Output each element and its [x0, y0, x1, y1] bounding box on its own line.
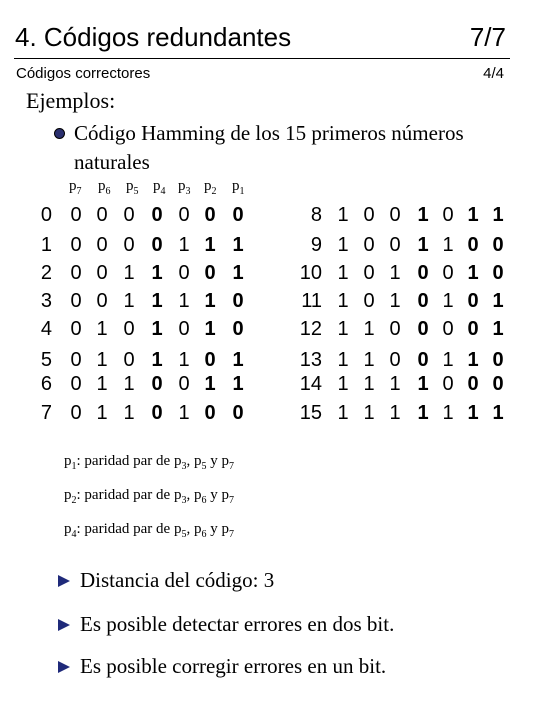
parity-rule-text: : paridad par de [76, 521, 174, 537]
parity-separator: y [206, 487, 222, 503]
covered-bit: $p_7$ [221, 487, 234, 506]
right-bit-cell: 0 [467, 318, 479, 340]
page-title: 4. Códigos redundantes [15, 22, 292, 52]
left-bit-cell: 0 [70, 204, 82, 226]
left-bit-cell: 0 [178, 318, 190, 340]
right-bit-cell: 1 [337, 290, 349, 312]
left-bit-cell: 1 [96, 402, 108, 424]
right-row-number: 14 [299, 373, 322, 395]
left-bit-cell: 1 [123, 373, 135, 395]
left-bit-cell: 1 [178, 290, 190, 312]
left-bit-cell: 0 [151, 204, 163, 226]
left-bit-cell: 0 [70, 373, 82, 395]
left-bit-cell: 1 [151, 262, 163, 284]
bit-header-sub: 3 [185, 186, 191, 197]
note-text: Distancia del código: 3 [80, 568, 275, 592]
parity-separator: y [206, 453, 222, 469]
covered-bit-sub: 7 [228, 461, 234, 472]
left-bit-cell: 0 [151, 373, 163, 395]
left-bit-cell: 1 [151, 318, 163, 340]
covered-bit-sub: 6 [201, 495, 207, 506]
left-row-number: 4 [40, 318, 52, 340]
arrow-bullet-icon [58, 575, 70, 587]
arrow-bullet-icon [58, 661, 70, 673]
left-bit-cell: 1 [232, 349, 244, 371]
right-bit-cell: 1 [337, 349, 349, 371]
left-row-number: 7 [40, 402, 52, 424]
right-bit-cell: 0 [363, 290, 375, 312]
left-bit-cell: 0 [232, 290, 244, 312]
parity-bit-sub: 4 [71, 529, 77, 540]
left-row-number: 5 [40, 349, 52, 371]
right-bit-cell: 0 [467, 373, 479, 395]
right-bit-cell: 1 [389, 402, 401, 424]
right-bit-cell: 0 [417, 349, 429, 371]
right-bit-cell: 0 [363, 204, 375, 226]
left-bit-cell: 0 [123, 204, 135, 226]
left-bit-cell: 0 [96, 204, 108, 226]
parity-bit-sub: 1 [71, 461, 77, 472]
right-bit-cell: 1 [467, 349, 479, 371]
arrow-bullet-icon [58, 619, 70, 631]
bit-header: $p_5$ [126, 178, 139, 197]
right-bit-cell: 1 [337, 262, 349, 284]
covered-bit-sub: 5 [181, 529, 187, 540]
right-bit-cell: 0 [417, 262, 429, 284]
parity-rule [64, 487, 234, 506]
section-subtitle: Códigos correctores [16, 65, 151, 82]
left-bit-cell: 1 [96, 318, 108, 340]
bit-header-sub: 1 [239, 186, 245, 197]
left-bit-cell: 1 [178, 234, 190, 256]
bit-header: $p_6$ [98, 178, 111, 197]
left-bit-cell: 0 [123, 234, 135, 256]
bit-header-sub: 5 [133, 186, 139, 197]
parity-rule [64, 521, 234, 540]
right-bit-cell: 0 [389, 204, 401, 226]
left-bit-cell: 0 [151, 234, 163, 256]
left-bit-cell: 1 [178, 349, 190, 371]
parity-bit-sub: 2 [71, 495, 77, 506]
left-bit-cell: 1 [204, 318, 216, 340]
left-bit-cell: 0 [96, 262, 108, 284]
right-bit-cell: 1 [389, 262, 401, 284]
covered-bit-sub: 3 [181, 461, 187, 472]
right-bit-cell: 0 [363, 262, 375, 284]
right-bit-cell: 1 [442, 234, 454, 256]
bullet-dot-icon [54, 128, 65, 139]
right-bit-cell: 0 [492, 373, 504, 395]
bit-header-sub: 7 [76, 186, 82, 197]
left-bit-cell: 0 [70, 262, 82, 284]
right-row-number: 13 [299, 349, 322, 371]
left-bit-cell: 0 [123, 318, 135, 340]
header-divider [14, 58, 510, 59]
right-bit-cell: 1 [492, 402, 504, 424]
parity-bit: $p_1$ [64, 453, 77, 472]
right-row-number: 15 [299, 402, 322, 424]
right-bit-cell: 0 [442, 318, 454, 340]
right-bit-cell: 1 [417, 234, 429, 256]
right-bit-cell: 0 [417, 318, 429, 340]
right-bit-cell: 1 [363, 373, 375, 395]
left-bit-cell: 1 [178, 402, 190, 424]
left-bit-cell: 0 [96, 234, 108, 256]
left-bit-cell: 0 [232, 402, 244, 424]
left-bit-cell: 1 [123, 402, 135, 424]
bit-header: $p_3$ [178, 178, 191, 197]
right-bit-cell: 1 [442, 290, 454, 312]
right-bit-cell: 1 [492, 290, 504, 312]
left-bit-cell: 0 [178, 373, 190, 395]
note-text: Es posible corregir errores en un bit. [80, 654, 387, 678]
left-bit-cell: 0 [204, 262, 216, 284]
covered-bit: $p_6$ [193, 521, 207, 540]
left-bit-cell: 1 [232, 262, 244, 284]
left-bit-cell: 0 [232, 318, 244, 340]
left-bit-cell: 1 [123, 290, 135, 312]
covered-bit-sub: 3 [181, 495, 187, 506]
right-bit-cell: 0 [442, 262, 454, 284]
left-row-number: 0 [40, 204, 52, 226]
covered-bit: $p_6$ [193, 487, 207, 506]
left-bit-cell: 1 [232, 234, 244, 256]
left-row-number: 3 [40, 290, 52, 312]
bullet-text: Código Hamming de los 15 primeros números naturales [74, 121, 464, 174]
bit-header-sub: 6 [105, 186, 111, 197]
left-row-number: 2 [40, 262, 52, 284]
parity-bit: $p_2$ [64, 487, 77, 506]
left-bit-cell: 0 [96, 290, 108, 312]
parity-rule [64, 453, 234, 472]
parity-separator: , [186, 453, 194, 469]
parity-rule-text: : paridad par de [76, 487, 174, 503]
left-bit-cell: 1 [96, 373, 108, 395]
bit-header: $p_2$ [204, 178, 217, 197]
right-bit-cell: 0 [389, 234, 401, 256]
right-bit-cell: 0 [492, 262, 504, 284]
left-bit-cell: 0 [151, 402, 163, 424]
right-bit-cell: 1 [417, 402, 429, 424]
left-bit-cell: 0 [70, 234, 82, 256]
right-bit-cell: 1 [389, 373, 401, 395]
right-bit-cell: 0 [492, 349, 504, 371]
left-bit-cell: 0 [70, 402, 82, 424]
left-bit-cell: 0 [232, 204, 244, 226]
right-row-number: 10 [299, 262, 322, 284]
left-row-number: 1 [40, 234, 52, 256]
right-bit-cell: 0 [389, 349, 401, 371]
left-bit-cell: 1 [204, 373, 216, 395]
covered-bit-sub: 5 [201, 461, 207, 472]
right-bit-cell: 1 [389, 290, 401, 312]
examples-heading: Ejemplos: [26, 88, 116, 113]
covered-bit: $p_3$ [173, 487, 187, 506]
parity-separator: y [206, 521, 222, 537]
left-bit-cell: 0 [70, 318, 82, 340]
parity-separator: , [186, 487, 194, 503]
right-bit-cell: 1 [467, 402, 479, 424]
right-bit-cell: 0 [467, 234, 479, 256]
right-bit-cell: 1 [442, 349, 454, 371]
right-row-number: 8 [310, 204, 322, 226]
right-row-number: 11 [301, 290, 322, 312]
note-text: Es posible detectar errores en dos bit. [80, 612, 395, 636]
right-row-number: 9 [310, 234, 322, 256]
slide-number: 7/7 [469, 22, 506, 52]
bit-header-sub: 2 [211, 186, 217, 197]
left-bit-cell: 0 [178, 262, 190, 284]
right-bit-cell: 1 [467, 204, 479, 226]
right-bit-cell: 1 [467, 262, 479, 284]
right-bit-cell: 1 [442, 402, 454, 424]
right-row-number: 12 [299, 318, 322, 340]
bit-header: $p_7$ [69, 178, 82, 197]
covered-bit-sub: 7 [228, 529, 234, 540]
right-bit-cell: 1 [417, 373, 429, 395]
covered-bit: $p_3$ [173, 453, 187, 472]
covered-bit: $p_7$ [221, 453, 234, 472]
right-bit-cell: 1 [337, 373, 349, 395]
right-bit-cell: 1 [363, 402, 375, 424]
left-bit-cell: 1 [123, 262, 135, 284]
right-bit-cell: 1 [492, 204, 504, 226]
right-bit-cell: 1 [363, 349, 375, 371]
right-bit-cell: 0 [467, 290, 479, 312]
bit-header-sub: 4 [160, 186, 166, 197]
left-bit-cell: 0 [178, 204, 190, 226]
covered-bit: $p_5$ [173, 521, 187, 540]
right-bit-cell: 1 [337, 318, 349, 340]
left-bit-cell: 0 [204, 402, 216, 424]
left-bit-cell: 0 [123, 349, 135, 371]
right-bit-cell: 1 [492, 318, 504, 340]
left-bit-cell: 1 [151, 349, 163, 371]
section-page-number: 4/4 [483, 65, 504, 82]
left-bit-cell: 1 [151, 290, 163, 312]
parity-rule-text: : paridad par de [76, 453, 174, 469]
left-bit-cell: 1 [96, 349, 108, 371]
bit-header: $p_1$ [232, 178, 245, 197]
right-bit-cell: 0 [417, 290, 429, 312]
parity-separator: , [186, 521, 194, 537]
right-bit-cell: 0 [442, 373, 454, 395]
right-bit-cell: 0 [492, 234, 504, 256]
right-bit-cell: 0 [389, 318, 401, 340]
left-bit-cell: 1 [232, 373, 244, 395]
right-bit-cell: 1 [417, 204, 429, 226]
covered-bit-sub: 7 [228, 495, 234, 506]
right-bit-cell: 1 [337, 234, 349, 256]
parity-bit: $p_4$ [64, 521, 77, 540]
right-bit-cell: 1 [337, 402, 349, 424]
left-bit-cell: 0 [70, 349, 82, 371]
left-row-number: 6 [40, 373, 52, 395]
bit-header: $p_4$ [153, 178, 166, 197]
left-bit-cell: 0 [204, 349, 216, 371]
left-bit-cell: 0 [204, 204, 216, 226]
right-bit-cell: 1 [363, 318, 375, 340]
right-bit-cell: 0 [442, 204, 454, 226]
left-bit-cell: 1 [204, 290, 216, 312]
covered-bit-sub: 6 [201, 529, 207, 540]
left-bit-cell: 0 [70, 290, 82, 312]
right-bit-cell: 0 [363, 234, 375, 256]
covered-bit: $p_7$ [221, 521, 234, 540]
covered-bit: $p_5$ [193, 453, 207, 472]
left-bit-cell: 1 [204, 234, 216, 256]
right-bit-cell: 1 [337, 204, 349, 226]
